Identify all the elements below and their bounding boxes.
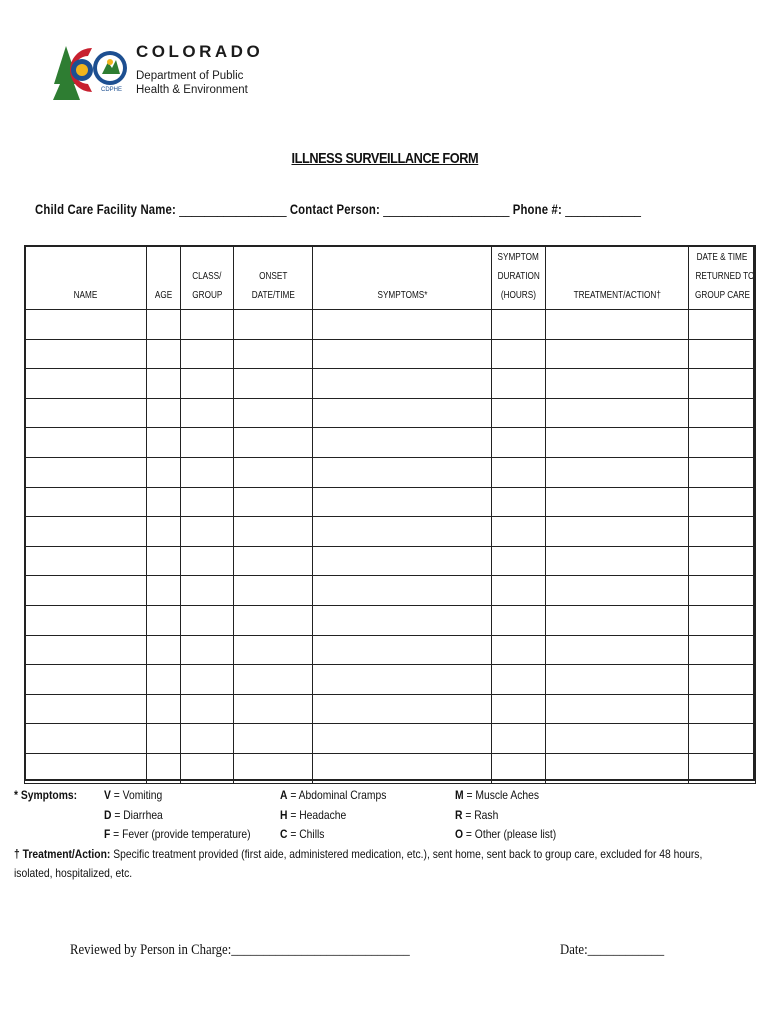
table-cell[interactable] bbox=[25, 457, 147, 487]
column-header-line: DATE/TIME bbox=[251, 290, 295, 301]
column-header-line: DATE & TIME bbox=[696, 252, 748, 263]
table-row bbox=[25, 428, 756, 458]
table-cell[interactable] bbox=[313, 428, 492, 458]
column-header-line: ONSET bbox=[258, 271, 288, 282]
table-cell[interactable] bbox=[492, 665, 546, 695]
table-cell[interactable] bbox=[689, 517, 756, 547]
column-header bbox=[25, 246, 147, 310]
table-cell[interactable] bbox=[546, 517, 689, 547]
table-cell[interactable] bbox=[492, 398, 546, 428]
legend-code-text: = Diarrhea bbox=[111, 807, 163, 822]
legend-code-text: = Chills bbox=[287, 827, 325, 841]
table-cell[interactable] bbox=[546, 457, 689, 487]
table-cell[interactable] bbox=[546, 753, 689, 783]
table-cell[interactable] bbox=[546, 339, 689, 369]
table-row bbox=[25, 457, 756, 487]
treatment-text-2: isolated, hospitalized, etc. bbox=[14, 866, 133, 880]
legend-code-letter: F bbox=[104, 827, 111, 841]
phone-field[interactable]: ____________ bbox=[565, 202, 641, 217]
logo-org-name: COLORADO bbox=[136, 42, 264, 61]
table-cell[interactable] bbox=[181, 576, 234, 606]
table-cell[interactable] bbox=[25, 605, 147, 635]
table-cell[interactable] bbox=[25, 546, 147, 576]
legend-code-text: = Abdominal Cramps bbox=[287, 788, 387, 802]
column-header bbox=[181, 246, 234, 310]
legend-code-o bbox=[455, 825, 556, 845]
table-cell[interactable] bbox=[234, 546, 313, 576]
table-cell[interactable] bbox=[492, 546, 546, 576]
treatment-text: Specific treatment provided (first aide, administered medication, etc.), sent home, sent back to group care, excluded for 48 hours, bbox=[110, 846, 703, 861]
table-cell[interactable] bbox=[181, 546, 234, 576]
legend-code-letter: V bbox=[104, 788, 111, 802]
table-cell[interactable] bbox=[689, 369, 756, 399]
table-cell[interactable] bbox=[689, 665, 756, 695]
table-cell[interactable] bbox=[181, 487, 234, 517]
legend-code-m bbox=[455, 786, 539, 806]
table-cell[interactable] bbox=[313, 753, 492, 783]
table-cell[interactable] bbox=[181, 310, 234, 340]
table-cell[interactable] bbox=[546, 546, 689, 576]
table-cell[interactable] bbox=[492, 457, 546, 487]
table-cell[interactable] bbox=[147, 635, 181, 665]
table-cell[interactable] bbox=[234, 724, 313, 754]
table-cell[interactable] bbox=[313, 576, 492, 606]
table-cell[interactable] bbox=[492, 635, 546, 665]
column-header-line: TREATMENT/ACTION† bbox=[573, 290, 661, 301]
legend-code-a bbox=[280, 786, 386, 806]
legend-code-letter: M bbox=[455, 788, 464, 802]
legend-code-letter: H bbox=[280, 807, 288, 822]
table-cell[interactable] bbox=[25, 310, 147, 340]
table-cell[interactable] bbox=[546, 428, 689, 458]
table-cell[interactable] bbox=[234, 576, 313, 606]
reviewed-by bbox=[70, 942, 410, 959]
table-cell[interactable] bbox=[689, 428, 756, 458]
table-cell[interactable] bbox=[234, 665, 313, 695]
table-cell[interactable] bbox=[25, 753, 147, 783]
table-cell[interactable] bbox=[147, 694, 181, 724]
table-cell[interactable] bbox=[147, 339, 181, 369]
table-row bbox=[25, 517, 756, 547]
cdphe-logo bbox=[52, 40, 264, 104]
table-cell[interactable] bbox=[147, 576, 181, 606]
legend-code-text: = Vomiting bbox=[110, 788, 163, 802]
legend-code-text: = Fever (provide temperature) bbox=[110, 827, 251, 841]
table-cell[interactable] bbox=[181, 753, 234, 783]
table-cell[interactable] bbox=[147, 428, 181, 458]
table-cell[interactable] bbox=[313, 517, 492, 547]
table-cell[interactable] bbox=[689, 753, 756, 783]
table-cell[interactable] bbox=[492, 605, 546, 635]
treatment-note-cont bbox=[14, 864, 132, 884]
table-cell[interactable] bbox=[689, 724, 756, 754]
column-header bbox=[546, 246, 689, 310]
table-row bbox=[25, 694, 756, 724]
table-cell[interactable] bbox=[234, 369, 313, 399]
table-cell[interactable] bbox=[313, 724, 492, 754]
table-cell[interactable] bbox=[492, 694, 546, 724]
facility-name-field[interactable]: _________________ bbox=[179, 202, 287, 217]
table-cell[interactable] bbox=[546, 694, 689, 724]
phone-label: Phone #: bbox=[512, 202, 562, 217]
table-cell[interactable] bbox=[313, 635, 492, 665]
legend-code-letter: D bbox=[104, 807, 112, 822]
table-row bbox=[25, 605, 756, 635]
table-cell[interactable] bbox=[689, 339, 756, 369]
legend-code-v bbox=[104, 786, 162, 806]
table-cell[interactable] bbox=[25, 428, 147, 458]
column-header-line: DURATION bbox=[497, 271, 540, 282]
column-header-line: SYMPTOM bbox=[497, 252, 540, 263]
logo-dept-name bbox=[136, 69, 248, 97]
table-cell[interactable] bbox=[181, 665, 234, 695]
table-cell[interactable] bbox=[234, 457, 313, 487]
legend-code-f bbox=[104, 825, 251, 845]
table-cell[interactable] bbox=[234, 487, 313, 517]
table-row bbox=[25, 369, 756, 399]
treatment-note bbox=[14, 845, 702, 865]
symptoms-label bbox=[14, 786, 77, 806]
table-cell[interactable] bbox=[546, 576, 689, 606]
table-cell[interactable] bbox=[181, 428, 234, 458]
column-header-line: NAME bbox=[73, 290, 98, 301]
table-cell[interactable] bbox=[234, 428, 313, 458]
table-cell[interactable] bbox=[25, 724, 147, 754]
reviewed-by-label: Reviewed by Person in Charge: bbox=[70, 942, 232, 958]
table-cell[interactable] bbox=[25, 517, 147, 547]
table-cell[interactable] bbox=[492, 428, 546, 458]
table-cell[interactable] bbox=[313, 339, 492, 369]
table-cell[interactable] bbox=[492, 310, 546, 340]
table-cell[interactable] bbox=[25, 694, 147, 724]
table-cell[interactable] bbox=[313, 310, 492, 340]
table-cell[interactable] bbox=[147, 487, 181, 517]
table-cell[interactable] bbox=[313, 665, 492, 695]
table-row bbox=[25, 635, 756, 665]
legend-code-c bbox=[280, 825, 324, 845]
legend-code-letter: A bbox=[280, 788, 288, 802]
table-header-row bbox=[25, 246, 756, 310]
table-cell[interactable] bbox=[546, 398, 689, 428]
table-cell[interactable] bbox=[25, 369, 147, 399]
legend-code-d bbox=[104, 806, 163, 826]
treatment-label: † Treatment/Action: bbox=[14, 846, 111, 861]
table-cell[interactable] bbox=[147, 398, 181, 428]
column-header bbox=[689, 246, 756, 310]
column-header-line: AGE bbox=[154, 290, 173, 301]
symptoms-label-text: * Symptoms: bbox=[14, 788, 78, 802]
table-cell[interactable] bbox=[147, 605, 181, 635]
review-date bbox=[560, 942, 664, 959]
table-row bbox=[25, 546, 756, 576]
column-header-line: CLASS/ bbox=[192, 271, 222, 282]
table-cell[interactable] bbox=[546, 487, 689, 517]
table-cell[interactable] bbox=[546, 310, 689, 340]
header-fields bbox=[35, 202, 641, 217]
table-cell[interactable] bbox=[313, 694, 492, 724]
table-cell[interactable] bbox=[147, 310, 181, 340]
column-header bbox=[147, 246, 181, 310]
table-cell[interactable] bbox=[181, 369, 234, 399]
table-cell[interactable] bbox=[181, 398, 234, 428]
table-cell[interactable] bbox=[546, 635, 689, 665]
form-title-text: ILLNESS SURVEILLANCE FORM bbox=[291, 150, 479, 167]
table-cell[interactable] bbox=[689, 694, 756, 724]
legend-code-text: = Muscle Aches bbox=[463, 788, 540, 802]
surveillance-table bbox=[24, 245, 756, 784]
table-row bbox=[25, 665, 756, 695]
form-title bbox=[0, 150, 770, 168]
legend-code-letter: R bbox=[455, 807, 463, 822]
table-cell[interactable] bbox=[546, 605, 689, 635]
table-cell[interactable] bbox=[234, 605, 313, 635]
table-cell[interactable] bbox=[689, 487, 756, 517]
logo-badge-text: CDPHE bbox=[101, 87, 123, 93]
table-cell[interactable] bbox=[181, 339, 234, 369]
table-cell[interactable] bbox=[689, 398, 756, 428]
contact-person-label: Contact Person: bbox=[289, 202, 380, 217]
table-cell[interactable] bbox=[234, 310, 313, 340]
table-row bbox=[25, 310, 756, 340]
legend-code-text: = Headache bbox=[287, 807, 347, 822]
table-cell[interactable] bbox=[25, 665, 147, 695]
table-cell[interactable] bbox=[147, 369, 181, 399]
table-cell[interactable] bbox=[234, 517, 313, 547]
column-header-line: GROUP CARE bbox=[695, 290, 751, 301]
legend-code-letter: O bbox=[455, 827, 464, 841]
table-cell[interactable] bbox=[492, 517, 546, 547]
review-date-field[interactable]: ____________ bbox=[587, 942, 665, 958]
column-header-line: (HOURS) bbox=[500, 290, 537, 301]
table-row bbox=[25, 339, 756, 369]
table-cell[interactable] bbox=[25, 576, 147, 606]
table-cell[interactable] bbox=[313, 546, 492, 576]
table-cell[interactable] bbox=[147, 665, 181, 695]
table-cell[interactable] bbox=[546, 665, 689, 695]
column-header-line: RETURNED TO bbox=[695, 271, 755, 282]
table-cell[interactable] bbox=[25, 635, 147, 665]
table-cell[interactable] bbox=[689, 546, 756, 576]
table-cell[interactable] bbox=[689, 576, 756, 606]
facility-name-label: Child Care Facility Name: bbox=[35, 202, 176, 217]
colorado-flag-logo-icon bbox=[52, 40, 132, 104]
column-header bbox=[234, 246, 313, 310]
table-row bbox=[25, 398, 756, 428]
table-cell[interactable] bbox=[492, 724, 546, 754]
table-cell[interactable] bbox=[25, 339, 147, 369]
review-date-label: Date: bbox=[560, 942, 588, 958]
column-header bbox=[492, 246, 546, 310]
table-row bbox=[25, 576, 756, 606]
table-cell[interactable] bbox=[147, 457, 181, 487]
table-cell[interactable] bbox=[234, 694, 313, 724]
table-row bbox=[25, 724, 756, 754]
table-row bbox=[25, 753, 756, 783]
column-header-line: GROUP bbox=[191, 290, 223, 301]
legend-code-r bbox=[455, 806, 498, 826]
legend-code-text: = Rash bbox=[462, 807, 499, 822]
table-cell[interactable] bbox=[492, 753, 546, 783]
table-cell[interactable] bbox=[234, 398, 313, 428]
table-cell[interactable] bbox=[234, 753, 313, 783]
table-cell[interactable] bbox=[147, 517, 181, 547]
table-cell[interactable] bbox=[492, 576, 546, 606]
table-cell[interactable] bbox=[689, 635, 756, 665]
table-cell[interactable] bbox=[234, 339, 313, 369]
table-cell[interactable] bbox=[147, 724, 181, 754]
legend-code-letter: C bbox=[280, 827, 288, 841]
table-cell[interactable] bbox=[546, 369, 689, 399]
table-cell[interactable] bbox=[181, 724, 234, 754]
table-cell[interactable] bbox=[492, 487, 546, 517]
table-cell[interactable] bbox=[689, 457, 756, 487]
table-cell[interactable] bbox=[25, 487, 147, 517]
table-cell[interactable] bbox=[492, 369, 546, 399]
column-header bbox=[313, 246, 492, 310]
table-cell[interactable] bbox=[181, 517, 234, 547]
table-cell[interactable] bbox=[181, 694, 234, 724]
table-cell[interactable] bbox=[313, 398, 492, 428]
table-row bbox=[25, 487, 756, 517]
table-cell[interactable] bbox=[313, 605, 492, 635]
table-cell[interactable] bbox=[492, 339, 546, 369]
reviewed-by-field[interactable]: ____________________________ bbox=[231, 942, 410, 958]
table-cell[interactable] bbox=[181, 605, 234, 635]
table-cell[interactable] bbox=[689, 310, 756, 340]
column-header-line: SYMPTOMS* bbox=[377, 290, 427, 301]
legend-code-text: = Other (please list) bbox=[463, 827, 557, 841]
logo-dept-line2: Health & Environment bbox=[136, 84, 248, 96]
contact-person-field[interactable]: ____________________ bbox=[383, 202, 510, 217]
table-cell[interactable] bbox=[234, 635, 313, 665]
table-cell[interactable] bbox=[147, 546, 181, 576]
table-cell[interactable] bbox=[181, 635, 234, 665]
logo-dept-line1: Department of Public bbox=[136, 70, 244, 82]
table-cell[interactable] bbox=[546, 724, 689, 754]
table-cell[interactable] bbox=[313, 487, 492, 517]
table-cell[interactable] bbox=[147, 753, 181, 783]
table-cell[interactable] bbox=[689, 605, 756, 635]
table-cell[interactable] bbox=[313, 457, 492, 487]
table-cell[interactable] bbox=[181, 457, 234, 487]
legend-code-h bbox=[280, 806, 346, 826]
table-cell[interactable] bbox=[25, 398, 147, 428]
table-cell[interactable] bbox=[313, 369, 492, 399]
table-body bbox=[25, 310, 756, 784]
